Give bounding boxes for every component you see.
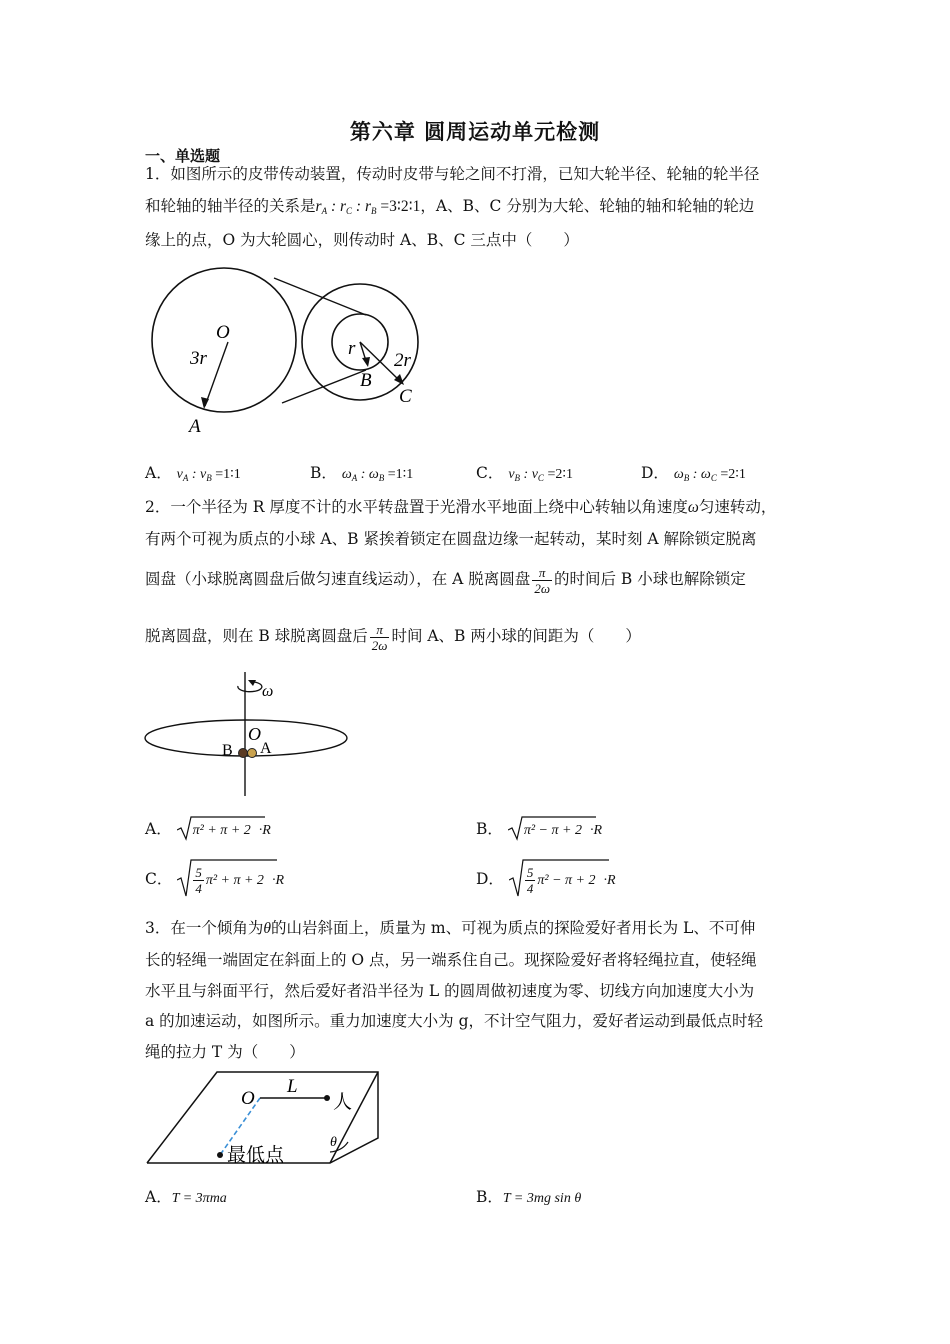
q1-option-d[interactable]: D． $\omega_B$ : $\omega_C$ =2∶1 bbox=[641, 464, 746, 483]
coef-fraction: $\frac{5}{4}$ bbox=[195, 864, 202, 896]
rotation-arrow-icon bbox=[238, 682, 262, 692]
ball-B bbox=[239, 749, 248, 758]
page-title: 第六章 圆周运动单元检测 bbox=[349, 119, 601, 144]
q1-line-3: 缘上的点，O 为大轮圆心，则传动时 A、B、C 三点中（ ） bbox=[145, 231, 579, 249]
q2-line-1: 2．一个半径为 R 厚度不计的水平转盘置于光滑水平地面上绕中心转轴以角速度ω匀速转动， bbox=[145, 498, 777, 516]
label-C: C bbox=[399, 386, 412, 407]
q2-option-a[interactable]: A． π² + π + 2 ·R bbox=[145, 815, 271, 845]
label-person: 人 bbox=[333, 1091, 353, 1113]
q1-option-b[interactable]: B． $\omega_A$ : $\omega_B$ =1∶1 bbox=[310, 464, 414, 483]
coef-fraction: $\frac{5}{4}$ bbox=[526, 864, 534, 896]
slope-edge bbox=[330, 1072, 378, 1163]
q3-slope-figure bbox=[142, 1068, 382, 1168]
q1-belt-figure bbox=[148, 266, 438, 438]
q1-option-a[interactable]: A． $v_A$ : $v_B$ =1∶1 bbox=[145, 464, 241, 483]
q2-line-3: 圆盘（小球脱离圆盘后做匀速直线运动），在 A 脱离圆盘 $\frac{\pi}{2\omega}$ 的时间后 B 小球也解除锁定 bbox=[145, 564, 746, 596]
label-3r: 3r bbox=[190, 348, 207, 369]
q2-line-4: 脱离圆盘，则在 B 球脱离圆盘后 $\frac{\pi}{2\omega}$ 时间 A、B 两小球的间距为（ ） bbox=[145, 621, 641, 653]
q2-option-b[interactable]: B． π² − π + 2 ·R bbox=[476, 815, 602, 845]
label-2r: 2r bbox=[394, 350, 411, 371]
q1-ratio-formula: $r_A$ : $r_C$ : $r_B$ =3∶2∶1 bbox=[315, 198, 421, 216]
q2-fraction-1: $\frac{\pi}{2\omega}$ bbox=[534, 564, 550, 596]
label-theta: θ bbox=[330, 1135, 337, 1150]
label-O: O bbox=[216, 322, 230, 343]
radius-3r bbox=[205, 342, 228, 406]
q3-theta: θ bbox=[263, 920, 271, 937]
q1-option-c[interactable]: C． $v_B$ : $v_C$ =2∶1 bbox=[476, 464, 573, 483]
label-lowest: 最低点 bbox=[227, 1144, 285, 1166]
arrow-A bbox=[201, 397, 209, 409]
arrow-C bbox=[394, 374, 404, 385]
q1-line-2a: 和轮轴的轴半径的关系是 bbox=[145, 197, 316, 215]
label-L: L bbox=[287, 1076, 298, 1097]
q3-option-b[interactable]: B．T = 3mg sin θ bbox=[476, 1188, 582, 1206]
label-B: B bbox=[222, 742, 233, 759]
belt-lower bbox=[282, 370, 366, 403]
q2-option-d[interactable]: D． $\frac{5}{4}$ π² − π + 2 ·R bbox=[476, 858, 616, 902]
label-O: O bbox=[248, 724, 261, 744]
q2-line-2: 有两个可视为质点的小球 A、B 紧挨着锁定在圆盘边缘一起转动，某时刻 A 解除锁定脱离 bbox=[145, 530, 757, 548]
belt-upper bbox=[274, 278, 366, 315]
q1-line-2 bbox=[145, 196, 754, 221]
q1-line-2b: ，A、B、C 分别为大轮、轮轴的轴和轮轴的轮边 bbox=[420, 197, 755, 215]
arrow-B bbox=[362, 357, 370, 367]
label-B: B bbox=[360, 370, 372, 391]
q3-line-3: 水平且与斜面平行，然后爱好者沿半径为 L 的圆周做初速度为零、切线方向加速度大小为 bbox=[145, 982, 755, 1000]
label-r: r bbox=[348, 338, 356, 359]
q1-line-1: 1．如图所示的皮带传动装置，传动时皮带与轮之间不打滑，已知大轮半径、轮轴的轮半径 bbox=[145, 165, 760, 183]
q3-line-4: a 的加速运动，如图所示。重力加速度大小为 g，不计空气阻力，爱好者运动到最低点时轻 bbox=[145, 1012, 764, 1030]
q3-line-2: 长的轻绳一端固定在斜面上的 O 点，另一端系住自己。现探险爱好者将轻绳拉直，使轻绳 bbox=[145, 951, 757, 969]
lowest-point bbox=[217, 1152, 223, 1158]
label-A: A bbox=[189, 416, 201, 437]
section-heading: 一、单选题 bbox=[145, 147, 221, 165]
q2-fraction-2: $\frac{\pi}{2\omega}$ bbox=[371, 621, 388, 653]
q3-line-5: 绳的拉力 T 为（ ） bbox=[145, 1043, 305, 1061]
label-omega: ω bbox=[262, 683, 274, 700]
q3-line-1: 3．在一个倾角为θ的山岩斜面上，质量为 m、可视为质点的探险爱好者用长为 L、不可伸 bbox=[145, 919, 756, 937]
q3-option-a[interactable]: A．T = 3πma bbox=[145, 1188, 227, 1206]
q2-option-c[interactable]: C． $\frac{5}{4}$ π² + π + 2 ·R bbox=[145, 858, 284, 902]
ball-A bbox=[248, 749, 257, 758]
q2-omega: ω bbox=[687, 499, 699, 516]
label-O: O bbox=[241, 1088, 255, 1109]
label-A: A bbox=[260, 740, 272, 757]
q2-turntable-figure bbox=[142, 672, 352, 798]
person-point bbox=[324, 1095, 330, 1101]
